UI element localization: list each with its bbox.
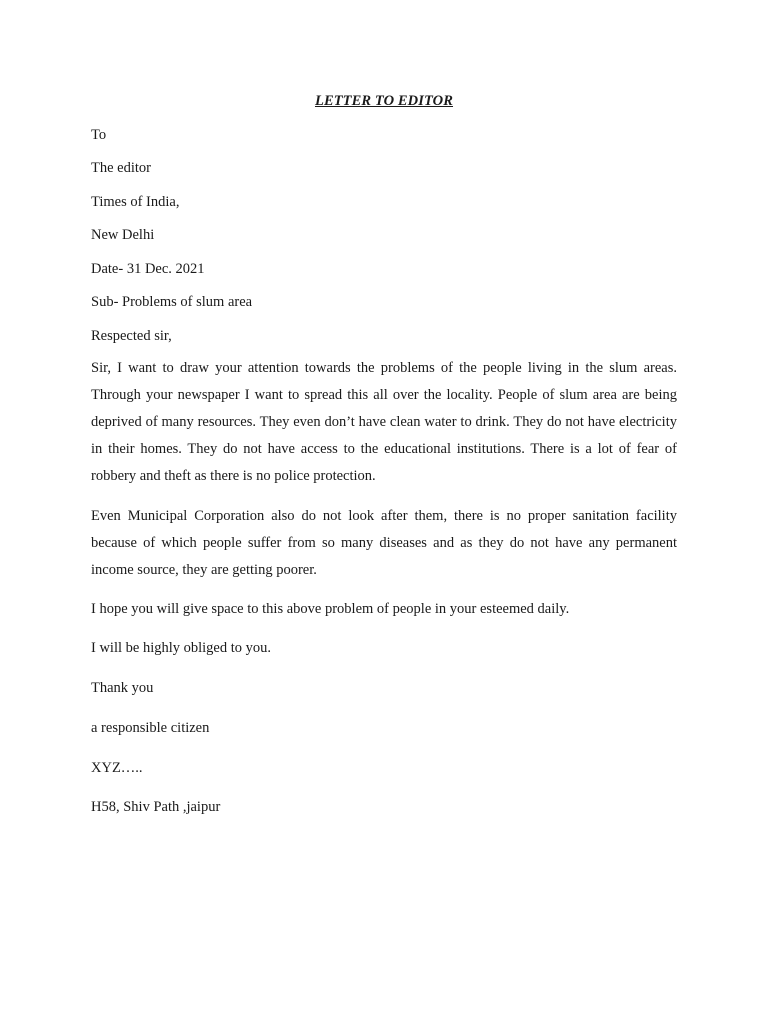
date-line: Date- 31 Dec. 2021 bbox=[91, 261, 205, 277]
subject-line: Sub- Problems of slum area bbox=[91, 294, 253, 310]
obliged-line: I will be highly obliged to you. bbox=[91, 640, 272, 656]
salutation-line: Respected sir, bbox=[91, 328, 172, 344]
recipient-line: The editor bbox=[91, 160, 151, 176]
body-paragraph: I hope you will give space to this above problem of people in your esteemed daily. bbox=[91, 601, 570, 617]
closing-line: Thank you bbox=[91, 680, 154, 696]
letter-title: LETTER TO EDITOR bbox=[314, 93, 454, 109]
publication-line: Times of India, bbox=[91, 194, 180, 210]
city-line: New Delhi bbox=[91, 227, 155, 243]
to-line: To bbox=[91, 127, 107, 143]
body-paragraph: Sir, I want to draw your attention towards the problems of the people living in the slum areas. Through your newspaper I want to spread this all over the locality. People of slum area are being deprived of many resources. They even don’t have clean water to drink. They do not have electricity in their homes. They do not have access to the educational institutions. There is a lot of fear of robbery and theft as there is no police protection. bbox=[91, 360, 677, 484]
body-paragraph: Even Municipal Corporation also do not look after them, there is no proper sanitation facility because of which people suffer from so many diseases and as they do not have any permanent income source, they are getting poorer. bbox=[91, 508, 677, 578]
signoff-line: a responsible citizen bbox=[91, 720, 210, 736]
sender-address: H58, Shiv Path ,jaipur bbox=[91, 799, 221, 815]
sender-name: XYZ….. bbox=[91, 760, 143, 776]
